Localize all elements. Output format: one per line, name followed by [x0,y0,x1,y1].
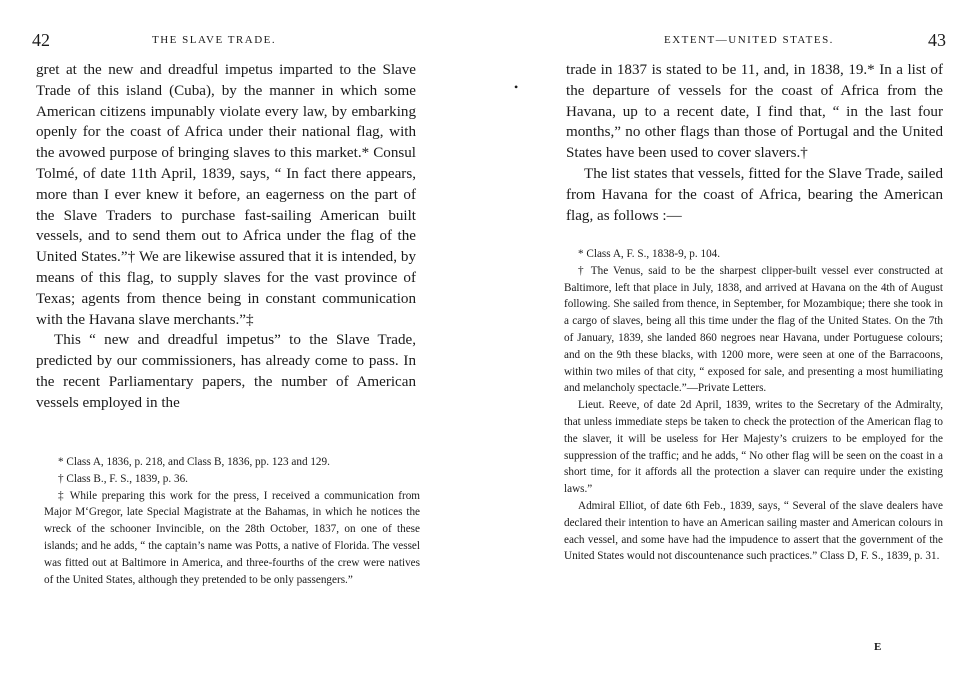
margin-mark: • [514,80,519,94]
running-head: EXTENT—UNITED STATES. [664,34,834,46]
footnotes [44,454,420,588]
body-text [566,60,943,226]
signature-mark: E [874,641,882,653]
footnote: ‡ While preparing this work for the press, I received a communication from Major M‘Gregor, late Special Magistrate at the Bahamas, in which he notices the wreck of the schooner Invincible, on the 28th October, 1837, on one of these islands; and he adds, “ the captain’s name was Potts, a native of Florida. The vessel was fitted out at Baltimore in America, and three-fourths of the crew were natives of the United States, although they pretended to be only passengers.” [44,489,420,586]
right-page [480,0,980,692]
body-text [36,60,416,414]
footnote: * Class A, 1836, p. 218, and Class B, 1836, pp. 123 and 129. [58,456,330,468]
paragraph: trade in 1837 is stated to be 11, and, in 1838, 19.* In a list of the departure of vessels for the coast of Africa from the Havana, up to a recent date, I find that, “ in the last four months,” no other flags than those of Portugal and the United States have been used to cover slavers.† [566,62,943,162]
left-page [0,0,480,692]
footnote: † Class B., F. S., 1839, p. 36. [58,472,188,485]
paragraph: gret at the new and dreadful impetus imparted to the Slave Trade of this island (Cuba), by the manner in which some American citizens impunably violate every law, by embarking openly for the coast of Africa under their national flag, with the avowed purpose of bringing slaves to this market.* Consul Tolmé, of date 11th April, 1839, says, “ In fact there appears, more than I ever knew it before, an eagerness on the part of the Slave Traders to purchase fast-sailing American built vessels, and to send them out to Africa under the flag of the United States.”† We are likewise assured that it is intended, by means of this flag, to supply slaves for the vast province of Texas; agents from thence being in constant communication with the Havana slave merchants.”‡ [36,62,416,328]
footnote: * Class A, F. S., 1838-9, p. 104. [578,248,721,260]
footnote: Admiral Elliot, of date 6th Feb., 1839, says, “ Several of the slave dealers have declared their intention to have an American sailing master and American colours in each vessel, and some have had the impudence to assert that the government of the United States would not discountenance such practices.” Class D, F. S., 1839, p. 31. [564,499,943,563]
footnote: † The Venus, said to be the sharpest clipper-built vessel ever constructed at Baltimore, left that place in July, 1838, and arrived at Havana on the 4th of August following. She sailed from thence, in September, for Mozambique; there she took in a cargo of slaves, being all this time under the flag of the United States. On the 7th of January, 1839, she landed 860 negroes near Havana, under Portuguese colours; and on the 9th these blacks, with 1200 more, were seen at one of the Barracoons, within two miles of that city, “ exposed for sale, and presenting a most humiliating and melancholy spectacle.”—Private Letters. [564,264,943,395]
footnotes [564,246,943,565]
running-head: THE SLAVE TRADE. [152,34,277,46]
page-number: 43 [928,30,946,50]
page-number: 42 [32,30,50,50]
paragraph: The list states that vessels, fitted for the Slave Trade, sailed from Havana for the coast of Africa, bearing the American flag, as follows :— [566,165,943,224]
paragraph: This “ new and dreadful impetus” to the Slave Trade, predicted by our commissioners, has already come to pass. In the recent Parliamentary papers, the number of American vessels employed in the [36,332,416,411]
footnote: Lieut. Reeve, of date 2d April, 1839, writes to the Secretary of the Admiralty, that unless immediate steps be taken to check the protection of the American flag to the slaver, it will be useless for Her Majesty’s cruizers to be employed for the suppression of the traffic; and he adds, “ No other flag will be seen on the coast in a short time, for it affords all the protection a slaver can require under the existing laws.” [564,399,943,496]
